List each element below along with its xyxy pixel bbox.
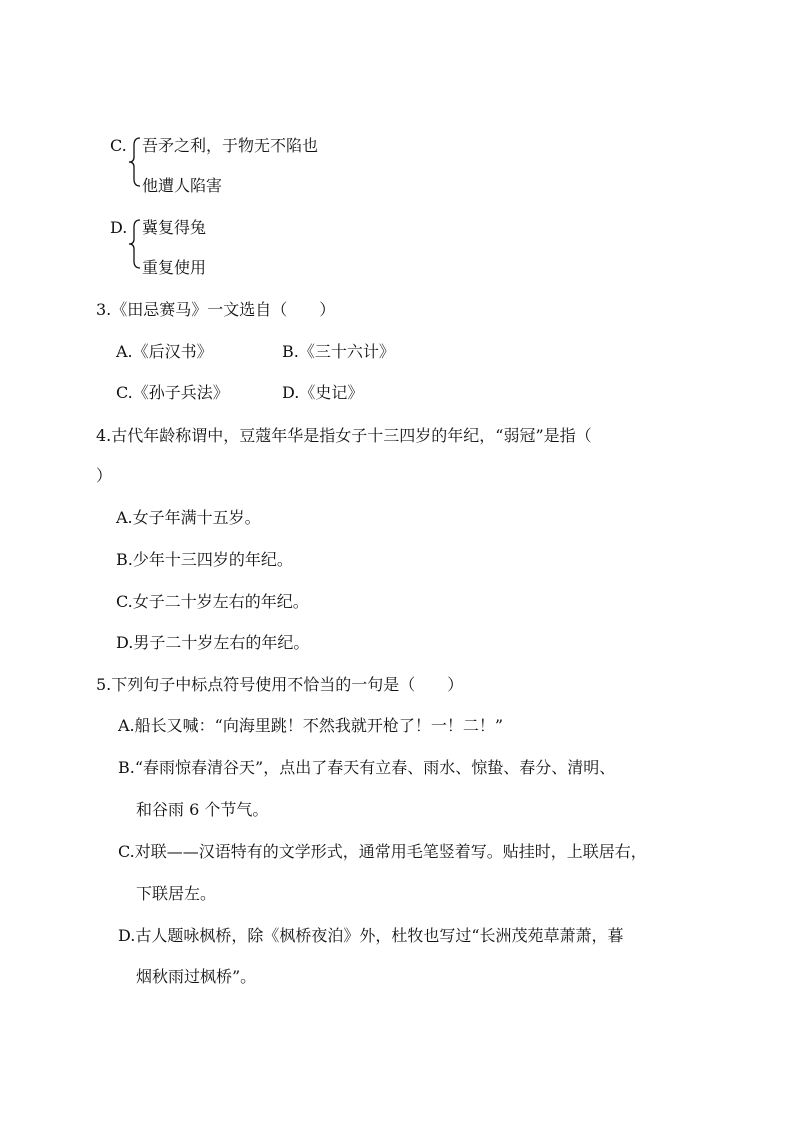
q2-option-d-brace bbox=[128, 218, 142, 270]
q4-stem-line2: ） bbox=[96, 466, 113, 485]
q2-option-c-line1: 吾矛之利，于物无不陷也 bbox=[142, 136, 319, 155]
q5-option-a: A.船长又喊：“向海里跳！不然我就开枪了！一！二！” bbox=[118, 716, 504, 735]
q5-option-b-line1: B.“春雨惊春清谷天”，点出了春天有立春、雨水、惊蛰、春分、清明、 bbox=[118, 758, 616, 777]
q5-option-b-line2: 和谷雨 6 个节气。 bbox=[136, 800, 269, 819]
q5-stem: 5.下列句子中标点符号使用不恰当的一句是（ ） bbox=[96, 675, 464, 694]
q5-option-d-line2: 烟秋雨过枫桥”。 bbox=[136, 967, 257, 986]
q2-option-d-line1: 冀复得兔 bbox=[142, 218, 207, 237]
q2-option-c-brace bbox=[128, 136, 142, 188]
q4-stem-line1: 4.古代年龄称谓中，豆蔻年华是指女子十三四岁的年纪，“弱冠”是指（ bbox=[96, 426, 592, 445]
q5-option-c-line2: 下联居左。 bbox=[136, 884, 217, 903]
q2-option-d-line2: 重复使用 bbox=[142, 258, 207, 277]
q3-option-b: B.《三十六计》 bbox=[282, 342, 395, 361]
q3-stem: 3.《田忌赛马》一文选自（ ） bbox=[96, 300, 336, 319]
q3-option-c: C.《孙子兵法》 bbox=[116, 383, 229, 402]
q4-option-a: A.女子年满十五岁。 bbox=[116, 508, 261, 527]
q2-option-c-line2: 他遭人陷害 bbox=[142, 176, 223, 195]
q3-option-d: D.《史记》 bbox=[282, 383, 364, 402]
q2-option-d-letter: D. bbox=[110, 218, 128, 237]
q4-option-b: B.少年十三四岁的年纪。 bbox=[116, 550, 293, 569]
q5-option-c-line1: C.对联——汉语特有的文学形式，通常用毛笔竖着写。贴挂时，上联居右， bbox=[118, 842, 647, 861]
q3-option-a: A.《后汉书》 bbox=[116, 342, 213, 361]
q4-option-d: D.男子二十岁左右的年纪。 bbox=[116, 633, 310, 652]
q5-option-d-line1: D.古人题咏枫桥，除《枫桥夜泊》外，杜牧也写过“长洲茂苑草萧萧，暮 bbox=[118, 926, 624, 945]
q2-option-c-letter: C. bbox=[110, 136, 127, 155]
q4-option-c: C.女子二十岁左右的年纪。 bbox=[116, 592, 309, 611]
